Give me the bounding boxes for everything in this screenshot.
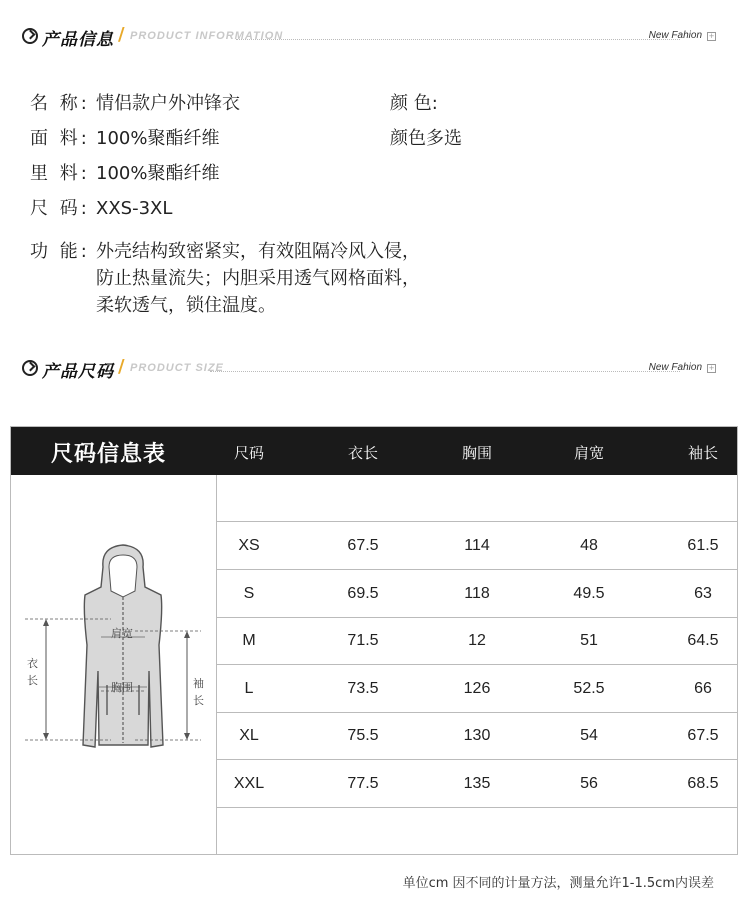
diagram-label-shoulder: 肩宽 (111, 627, 133, 640)
info-function-label: 功 能: (30, 241, 90, 262)
cell-size: XS (238, 536, 260, 554)
header-size: 尺码 (233, 444, 265, 462)
cell-sleeve: 66 (694, 679, 712, 697)
cell-size: XL (239, 727, 259, 744)
dotted-divider (210, 371, 680, 372)
cell-shoulder: 49.5 (573, 584, 605, 602)
cell-length: 73.5 (347, 679, 379, 697)
cell-chest: 126 (463, 679, 491, 697)
cell-sleeve: 61.5 (687, 536, 719, 554)
info-fabric-label: 面 料: (30, 128, 90, 149)
info-name-value: 情侣款户外冲锋衣 (96, 93, 240, 114)
section-header-product-size (0, 356, 750, 386)
new-fashion-badge: New Fahion (648, 362, 702, 373)
table-row (217, 522, 738, 570)
size-table-title: 尺码信息表 (51, 442, 167, 467)
section-header-product-info (0, 24, 750, 54)
info-lining (30, 162, 219, 186)
info-function-line: 防止热量流失；内胆采用透气网格面料， (96, 268, 420, 289)
cell-sleeve: 68.5 (687, 774, 719, 792)
cell-chest: 130 (463, 727, 491, 744)
cell-shoulder: 51 (580, 632, 598, 649)
info-fabric (30, 127, 219, 151)
cell-shoulder: 54 (580, 727, 598, 744)
section-slash: / (118, 24, 125, 45)
header-length: 衣长 (347, 444, 379, 462)
cell-chest: 12 (468, 632, 486, 649)
info-function (30, 238, 420, 319)
cell-chest: 135 (463, 774, 491, 792)
table-row (217, 570, 738, 618)
diagram-label-length-1: 衣 (27, 657, 38, 670)
info-name-label: 名 称: (30, 93, 90, 114)
cell-length: 69.5 (347, 584, 379, 602)
cell-size: M (242, 632, 256, 649)
cell-sleeve: 63 (694, 584, 712, 602)
info-lining-value: 100%聚酯纤维 (96, 163, 220, 184)
info-color (390, 92, 438, 116)
cell-chest: 118 (464, 584, 490, 602)
section-title: 产品信息 (42, 30, 114, 50)
cell-length: 75.5 (347, 727, 379, 744)
cell-shoulder: 56 (580, 774, 598, 792)
cell-sleeve: 64.5 (687, 632, 719, 649)
info-size-value: XXS-3XL (96, 198, 173, 219)
info-color-label: 颜 色: (390, 93, 438, 114)
jacket-outline-icon (11, 475, 217, 855)
plus-box-icon: + (708, 364, 715, 372)
diagram-label-chest: 胸围 (111, 681, 133, 694)
size-table-header (11, 427, 737, 475)
cell-length: 67.5 (347, 536, 379, 554)
info-function-line: 柔软透气，锁住温度。 (96, 295, 276, 316)
info-size-label: 尺 码: (30, 198, 90, 219)
diagram-label-sleeve-1: 袖 (193, 677, 204, 690)
section-english-title: PRODUCT SIZE (130, 362, 224, 374)
section-title: 产品尺码 (42, 362, 114, 382)
diagram-label-length-2: 长 (27, 674, 38, 687)
cell-shoulder: 52.5 (573, 679, 605, 697)
info-function-line: 外壳结构致密紧实，有效阻隔冷风入侵， (96, 241, 420, 262)
header-chest: 胸围 (461, 444, 493, 462)
cell-size: L (244, 679, 254, 697)
cell-sleeve: 67.5 (687, 727, 719, 744)
section-english-title: PRODUCT INFORMATION (130, 30, 284, 42)
section-slash: / (118, 356, 125, 377)
info-lining-label: 里 料: (30, 163, 90, 184)
info-size (30, 197, 172, 221)
table-row (217, 618, 738, 665)
plus-box-icon: + (708, 32, 715, 40)
cell-length: 77.5 (347, 774, 379, 792)
dotted-divider (236, 39, 680, 40)
cell-size: XXL (233, 774, 265, 792)
header-sleeve: 袖长 (687, 444, 719, 462)
info-fabric-value: 100%聚酯纤维 (96, 128, 220, 149)
jacket-diagram (11, 475, 217, 855)
info-name (30, 92, 240, 116)
table-row-empty (217, 475, 738, 522)
cell-chest: 114 (464, 536, 490, 554)
arrow-circle-icon (22, 360, 38, 376)
diagram-label-sleeve-2: 长 (193, 694, 204, 707)
table-row (217, 665, 738, 713)
cell-shoulder: 48 (580, 536, 598, 554)
size-table (10, 426, 738, 855)
cell-length: 71.5 (347, 632, 379, 649)
new-fashion-badge: New Fahion (648, 30, 702, 41)
table-row (217, 713, 738, 760)
header-shoulder: 肩宽 (573, 444, 605, 462)
arrow-circle-icon (22, 28, 38, 44)
info-color-value: 颜色多选 (390, 128, 462, 149)
table-row (217, 760, 738, 808)
measurement-note: 单位cm 因不同的计量方法，测量允许1-1.5cm内误差 (402, 876, 714, 891)
cell-size: S (243, 584, 255, 602)
